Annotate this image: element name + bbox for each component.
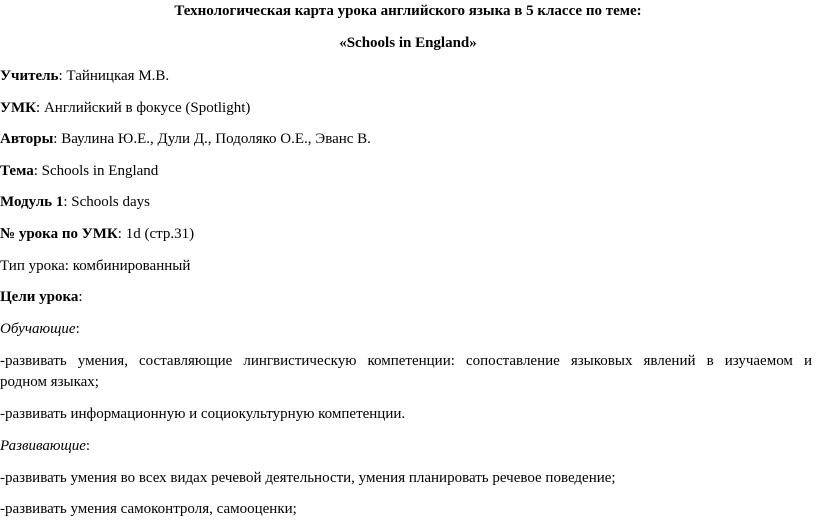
- field-value: : Ваулина Ю.Е., Дули Д., Подоляко О.Е., Эванс В.: [53, 131, 371, 147]
- title-line-2: «Schools in England»: [339, 35, 477, 51]
- teaching-item-1-line-2: родном языках;: [0, 374, 99, 390]
- field-label: Модуль 1: [0, 194, 64, 210]
- teaching-colon: :: [75, 321, 80, 337]
- developing-goals-heading: [0, 437, 90, 455]
- title-line-1: Технологическая карта урока английского языка в 5 классе по теме:: [174, 3, 642, 19]
- field-topic: [0, 162, 158, 180]
- teaching-goals-heading: [0, 320, 80, 338]
- developing-item-2: -развивать умения самоконтроля, самооценки;: [0, 501, 297, 517]
- developing-label: Развивающие: [0, 438, 86, 454]
- teaching-item-1-line-1: -развивать умения, составляющие лингвистическую компетенции: сопоставление языковых явлений в изучаемом и: [0, 353, 812, 369]
- field-authors: [0, 130, 371, 148]
- field-teacher: [0, 67, 169, 85]
- field-value: : Schools in England: [33, 163, 159, 179]
- field-umk: [0, 99, 250, 117]
- teaching-item-2: -развивать информационную и социокультурную компетенции.: [0, 406, 406, 422]
- field-value: : Английский в фокусе (Spotlight): [36, 100, 251, 116]
- lesson-type: Тип урока: комбинированный: [0, 258, 191, 274]
- field-label: Авторы: [0, 131, 54, 147]
- field-value: : Тайницкая М.В.: [58, 68, 170, 84]
- field-label: № урока по УМК: [0, 226, 118, 242]
- goals-heading: [0, 288, 83, 306]
- teaching-label: Обучающие: [0, 321, 76, 337]
- goals-colon: :: [78, 289, 83, 305]
- field-label: УМК: [0, 100, 37, 116]
- field-label: Тема: [0, 163, 34, 179]
- field-value: : Schools days: [63, 194, 151, 210]
- field-module: [0, 193, 150, 211]
- field-label: Учитель: [0, 68, 59, 84]
- developing-item-1: -развивать умения во всех видах речевой деятельности, умения планировать речевое поведение;: [0, 470, 616, 486]
- goals-label: Цели урока: [0, 289, 79, 305]
- field-lesson-number: [0, 225, 194, 243]
- field-value: : 1d (стр.31): [117, 226, 195, 242]
- developing-colon: :: [85, 438, 91, 454]
